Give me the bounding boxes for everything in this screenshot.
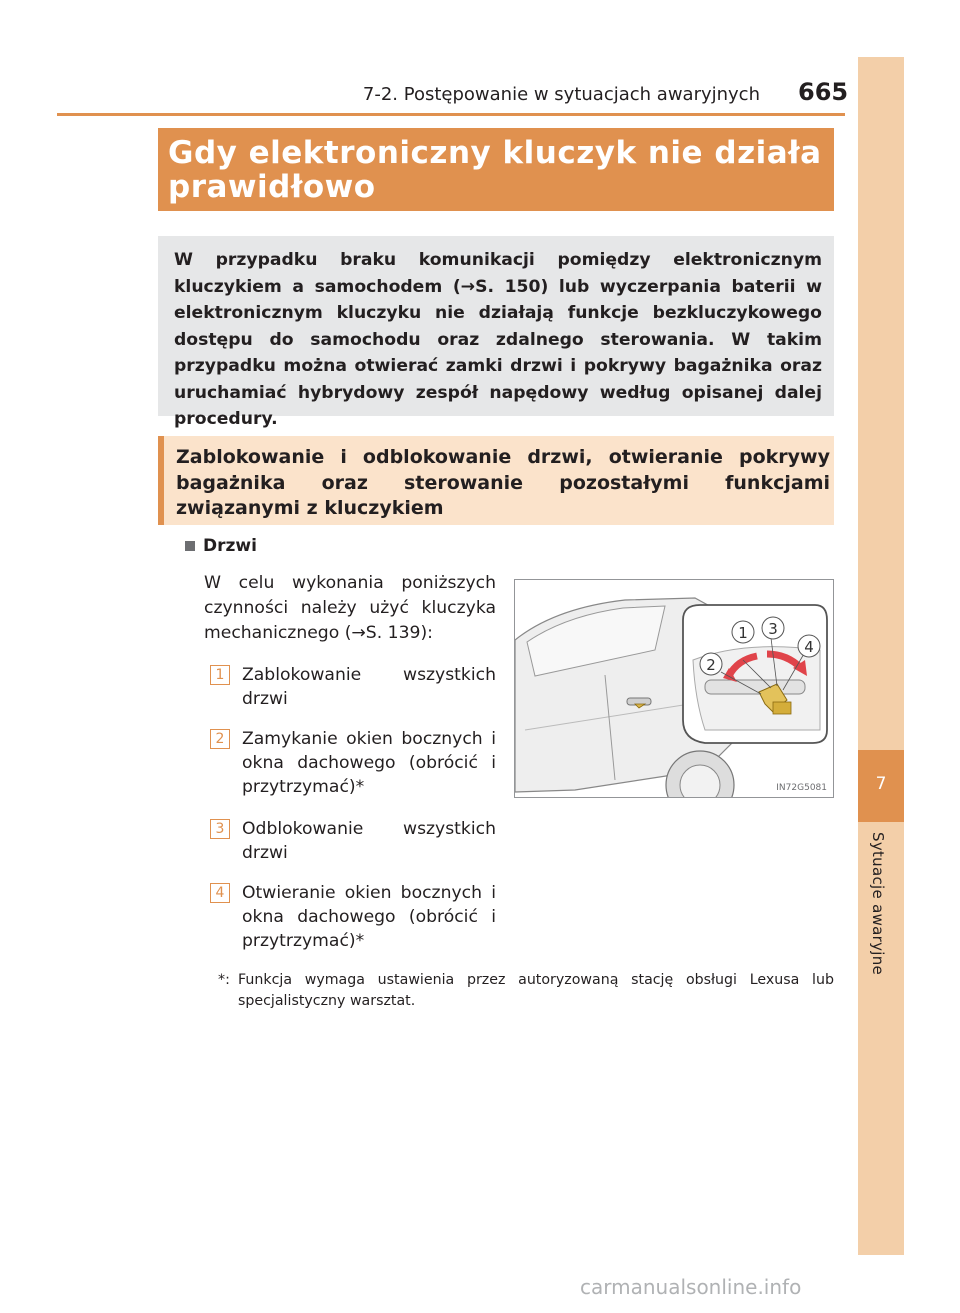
list-item-text: Zamykanie okien bocznych i okna dachowego (obrócić i przytrzymać)* [242, 729, 496, 797]
list-item-text: Otwieranie okien bocznych i okna dachowego (obrócić i przytrzymać)* [242, 883, 496, 951]
step-number-badge: 4 [210, 883, 230, 903]
list-item-text: Odblokowanie wszystkich drzwi [242, 819, 496, 863]
intro-text: W przypadku braku komunikacji pomiędzy elektronicznym kluczykiem a samochodem (→S. 150) lub wyczerpania baterii w elektronicznym kluczyku nie działają funkcje bezkluczykowego dostępu do samochodu oraz zdalnego sterowania. W takim przypadku można otwierać zamki drzwi i pokrywy bagażnika oraz uruchamiać hybrydowy zespół napędowy według opisanej dalej procedury. [174, 250, 822, 429]
list-item-text: Zablokowanie wszystkich drzwi [242, 665, 496, 709]
callout-label: 3 [768, 620, 778, 638]
step-number-badge: 1 [210, 665, 230, 685]
list-item [210, 881, 496, 953]
page-title: Gdy elektroniczny kluczyk nie działa prawidłowo [168, 135, 822, 205]
callout-label: 1 [738, 624, 748, 642]
step-number-badge: 2 [210, 729, 230, 749]
title-band [158, 128, 834, 211]
car-door-key-drawing [515, 580, 833, 797]
callout-label: 4 [804, 638, 814, 656]
header-rule [57, 113, 845, 116]
body-text: W celu wykonania poniższych czynności należy użyć kluczyka mechanicznego (→S. 139): [204, 573, 496, 643]
running-head: 7-2. Postępowanie w sytuacjach awaryjnych [362, 84, 760, 105]
list-item [210, 727, 496, 799]
footnote [218, 970, 834, 1012]
square-bullet-icon [185, 541, 195, 551]
watermark: carmanualsonline.info [580, 1275, 802, 1299]
chapter-tab-strip [858, 57, 904, 1255]
callout-label: 2 [706, 656, 716, 674]
intro-box [158, 236, 834, 429]
chapter-number: 7 [875, 774, 887, 794]
list-item [210, 817, 496, 865]
figure-code: IN72G5081 [776, 783, 827, 793]
list-item [210, 663, 496, 711]
chapter-number-tab [858, 750, 904, 822]
footnote-marker: *: [218, 972, 230, 988]
section-heading-box [158, 436, 834, 525]
page-number: 665 [798, 78, 849, 106]
section-heading: Zablokowanie i odblokowanie drzwi, otwieranie pokrywy bagażnika oraz sterowanie pozostałymi funkcjami związanymi z kluczykiem [176, 446, 830, 519]
footnote-text: Funkcja wymaga ustawienia przez autoryzowaną stację obsługi Lexusa lub specjalistyczny warsztat. [238, 972, 834, 1009]
chapter-label: Sytuacje awaryjne [869, 832, 887, 976]
step-number-badge: 3 [210, 819, 230, 839]
subsection-title: Drzwi [203, 536, 257, 556]
door-lock-illustration [514, 579, 834, 798]
